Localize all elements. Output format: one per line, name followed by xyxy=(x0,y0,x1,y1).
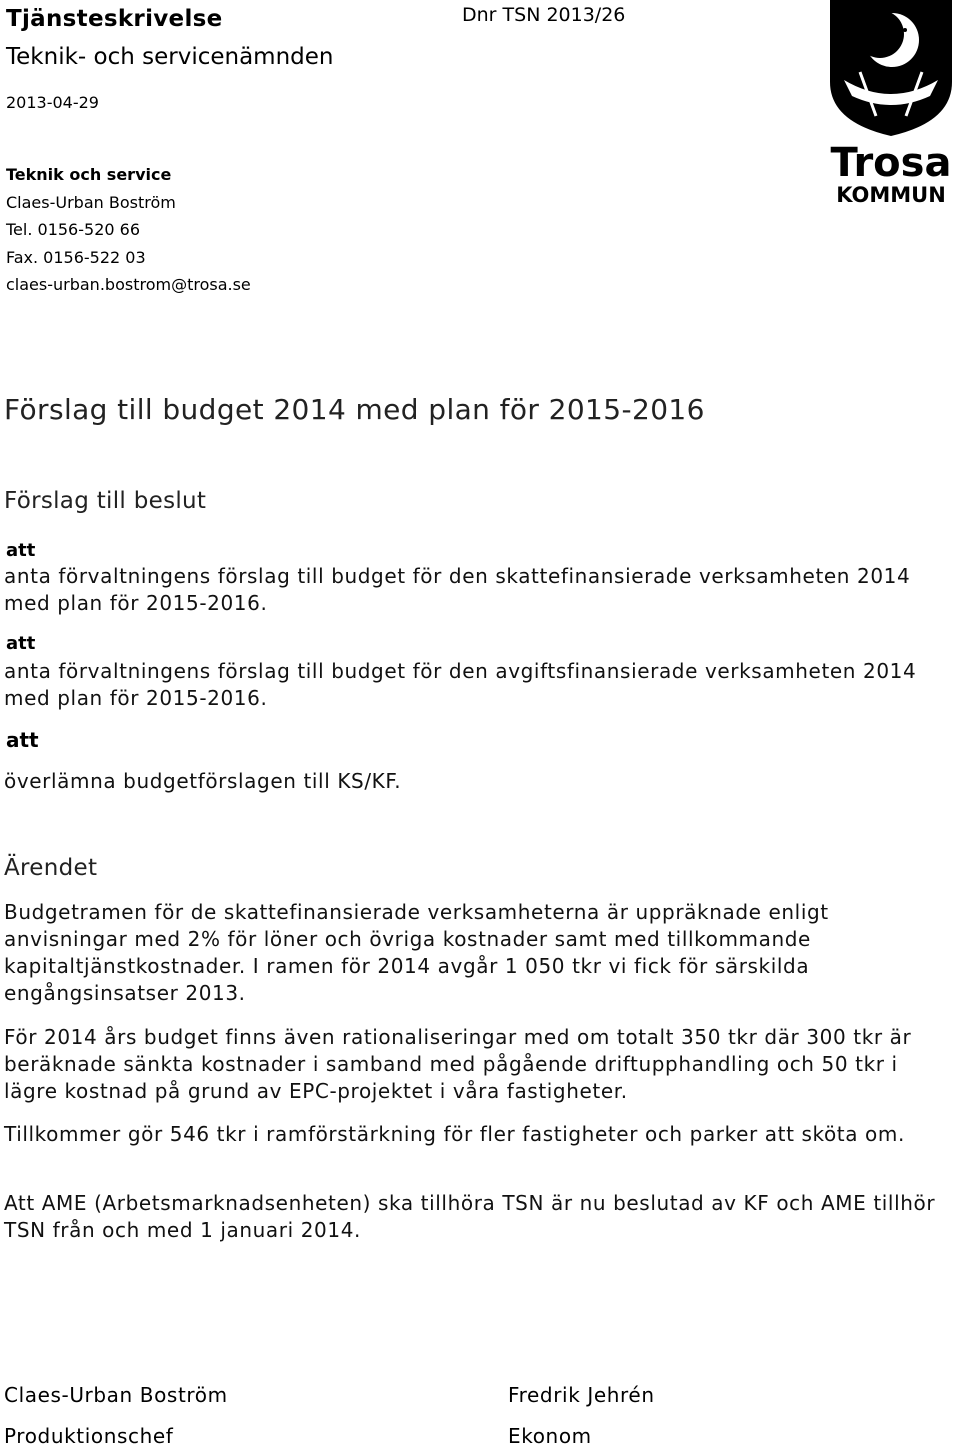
logo-word-trosa: Trosa xyxy=(830,140,952,186)
signature-name-1: Claes-Urban Boström xyxy=(4,1383,228,1407)
proposal-item-1: anta förvaltningens förslag till budget för den skattefinansierade verksamheten 2014 med plan för 2015-2016. xyxy=(4,564,911,615)
proposal-heading: Förslag till beslut xyxy=(4,488,207,514)
signature-role-2: Ekonom xyxy=(508,1424,592,1448)
proposal-att-label-2: att xyxy=(6,633,36,654)
contact-block xyxy=(6,161,251,299)
matter-paragraph-3: Tillkommer gör 546 tkr i ramförstärkning för fler fastigheter och parker att sköta om. xyxy=(4,1122,905,1146)
contact-phone: Tel. 0156-520 66 xyxy=(6,220,140,239)
proposal-item-2: anta förvaltningens förslag till budget för den avgiftsfinansierade verksamheten 2014 med plan för 2015-2016. xyxy=(4,659,917,710)
signature-name-2: Fredrik Jehrén xyxy=(508,1383,655,1407)
logo-word-kommun: KOMMUN xyxy=(836,183,946,207)
registration-number: Dnr TSN 2013/26 xyxy=(462,4,626,26)
contact-unit: Teknik och service xyxy=(6,165,172,184)
document-date: 2013-04-29 xyxy=(6,93,99,112)
proposal-item-3: överlämna budgetförslagen till KS/KF. xyxy=(4,769,402,793)
matter-heading: Ärendet xyxy=(4,855,98,881)
moon-and-boat-crest-icon xyxy=(820,0,960,210)
matter-paragraph-2: För 2014 års budget finns även rationaliseringar med om totalt 350 tkr där 300 tkr är beräknade sänkta kostnader i samband med pågående driftupphandling och 50 tkr i lägre kostnad på grund av EPC-projektet i våra fastigheter. xyxy=(4,1025,912,1103)
matter-paragraph-1: Budgetramen för de skattefinansierade verksamheterna är uppräknade enligt anvisningar med 2% för löner och övriga kostnader samt med tillkommande kapitaltjänstkostnader. I ramen för 2014 avgår 1 050 tkr vi fick för särskilda engångsinsatser 2013. xyxy=(4,900,829,1005)
signature-role-1: Produktionschef xyxy=(4,1424,174,1448)
department-name: Teknik- och servicenämnden xyxy=(6,44,334,70)
proposal-att-label-1: att xyxy=(6,540,36,561)
proposal-att-label-3: att xyxy=(6,728,39,752)
matter-paragraph-4: Att AME (Arbetsmarknadsenheten) ska tillhöra TSN är nu beslutad av KF och AME tillhör TSN från och med 1 januari 2014. xyxy=(4,1191,936,1242)
contact-fax: Fax. 0156-522 03 xyxy=(6,247,146,267)
document-type: Tjänsteskrivelse xyxy=(6,6,223,32)
contact-name: Claes-Urban Boström xyxy=(6,192,176,212)
trosa-kommun-logo xyxy=(820,0,960,210)
contact-email: claes-urban.bostrom@trosa.se xyxy=(6,275,251,294)
document-title: Förslag till budget 2014 med plan för 2015-2016 xyxy=(4,393,705,426)
